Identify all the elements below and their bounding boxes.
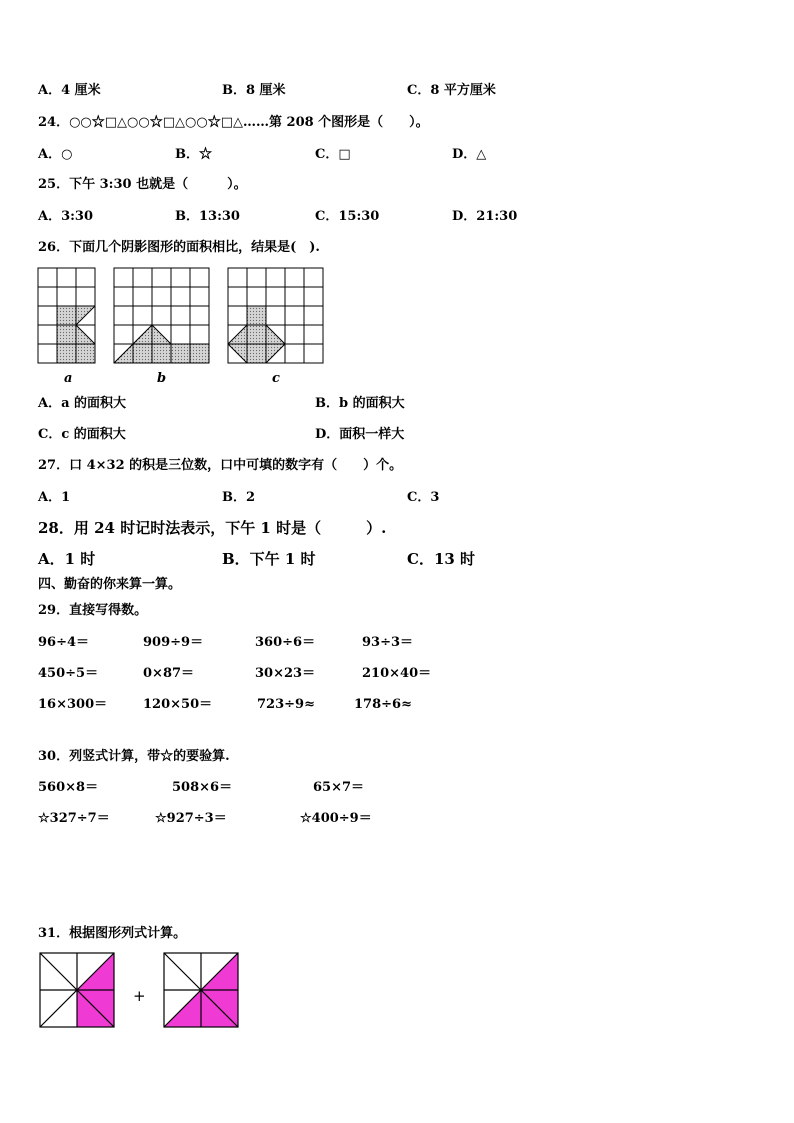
- q24-option-b[interactable]: B．☆: [175, 147, 212, 162]
- q28-option-a[interactable]: A．1 时: [38, 550, 96, 568]
- q30-item: 65×7＝: [313, 780, 365, 795]
- figure-a: [38, 268, 95, 363]
- section-4-heading: 四、勤奋的你来算一算。: [38, 577, 182, 592]
- q31-stem: 31．根据图形列式计算。: [38, 926, 187, 941]
- q23-option-b[interactable]: B．8 厘米: [222, 83, 286, 98]
- q26-option-a[interactable]: A．a 的面积大: [38, 396, 127, 411]
- q26-stem: 26．下面几个阴影图形的面积相比，结果是( ).: [38, 240, 320, 255]
- q29-item: 178÷6≈: [354, 697, 412, 712]
- figure-c-label: c: [272, 371, 280, 386]
- q29-item: 30×23＝: [255, 666, 316, 681]
- q23-option-a[interactable]: A．4 厘米: [38, 83, 101, 98]
- q29-item: 93÷3＝: [362, 635, 414, 650]
- q31-square-2: [164, 953, 239, 1028]
- q26-figures: [38, 268, 368, 368]
- plus-sign: +: [133, 987, 146, 1005]
- q29-stem: 29．直接写得数。: [38, 603, 148, 618]
- q30-item: ☆327÷7＝: [38, 811, 110, 826]
- q25-option-a[interactable]: A．3:30: [38, 209, 94, 224]
- q24-option-a[interactable]: A．○: [38, 147, 73, 162]
- figure-a-label: a: [64, 371, 73, 386]
- q28-stem: 28．用 24 时记时法表示，下午 1 时是（ ）.: [38, 519, 387, 537]
- figure-b-label: b: [157, 371, 167, 386]
- q28-option-b[interactable]: B．下午 1 时: [222, 550, 316, 568]
- q25-option-b[interactable]: B．13:30: [175, 209, 240, 224]
- q26-option-b[interactable]: B．b 的面积大: [315, 396, 405, 411]
- q30-item: ☆400÷9＝: [300, 811, 372, 826]
- q29-item: 0×87＝: [143, 666, 195, 681]
- q29-item: 96÷4＝: [38, 635, 90, 650]
- q26-option-d[interactable]: D．面积一样大: [315, 427, 405, 442]
- q30-item: ☆927÷3＝: [155, 811, 227, 826]
- q26-option-c[interactable]: C．c 的面积大: [38, 427, 126, 442]
- q29-item: 723÷9≈: [257, 697, 315, 712]
- q27-option-b[interactable]: B．2: [222, 490, 256, 505]
- q30-stem: 30．列竖式计算，带☆的要验算.: [38, 749, 230, 764]
- figure-c: [228, 268, 323, 363]
- q25-option-d[interactable]: D．21:30: [452, 209, 518, 224]
- q24-option-d[interactable]: D．△: [452, 147, 487, 162]
- q27-option-c[interactable]: C．3: [407, 490, 440, 505]
- q24-option-c[interactable]: C．□: [315, 147, 351, 162]
- q29-item: 909÷9＝: [143, 635, 204, 650]
- figure-b: [114, 268, 209, 363]
- q29-item: 360÷6＝: [255, 635, 316, 650]
- q29-item: 120×50＝: [143, 697, 213, 712]
- q24-stem: 24．○○☆□△○○☆□△○○☆□△……第 208 个图形是（ ）。: [38, 115, 429, 130]
- q28-option-c[interactable]: C．13 时: [407, 550, 476, 568]
- q29-item: 16×300＝: [38, 697, 108, 712]
- q25-stem: 25．下午 3:30 也就是（ ）。: [38, 177, 247, 192]
- q30-item: 560×8＝: [38, 780, 99, 795]
- q27-stem: 27．口 4×32 的积是三位数，口中可填的数字有（ ）个。: [38, 458, 403, 473]
- q25-option-c[interactable]: C．15:30: [315, 209, 380, 224]
- q30-item: 508×6＝: [172, 780, 233, 795]
- q31-square-1: [40, 953, 115, 1028]
- q23-option-c[interactable]: C．8 平方厘米: [407, 83, 496, 98]
- q29-item: 210×40＝: [362, 666, 432, 681]
- q29-item: 450÷5＝: [38, 666, 99, 681]
- q27-option-a[interactable]: A．1: [38, 490, 71, 505]
